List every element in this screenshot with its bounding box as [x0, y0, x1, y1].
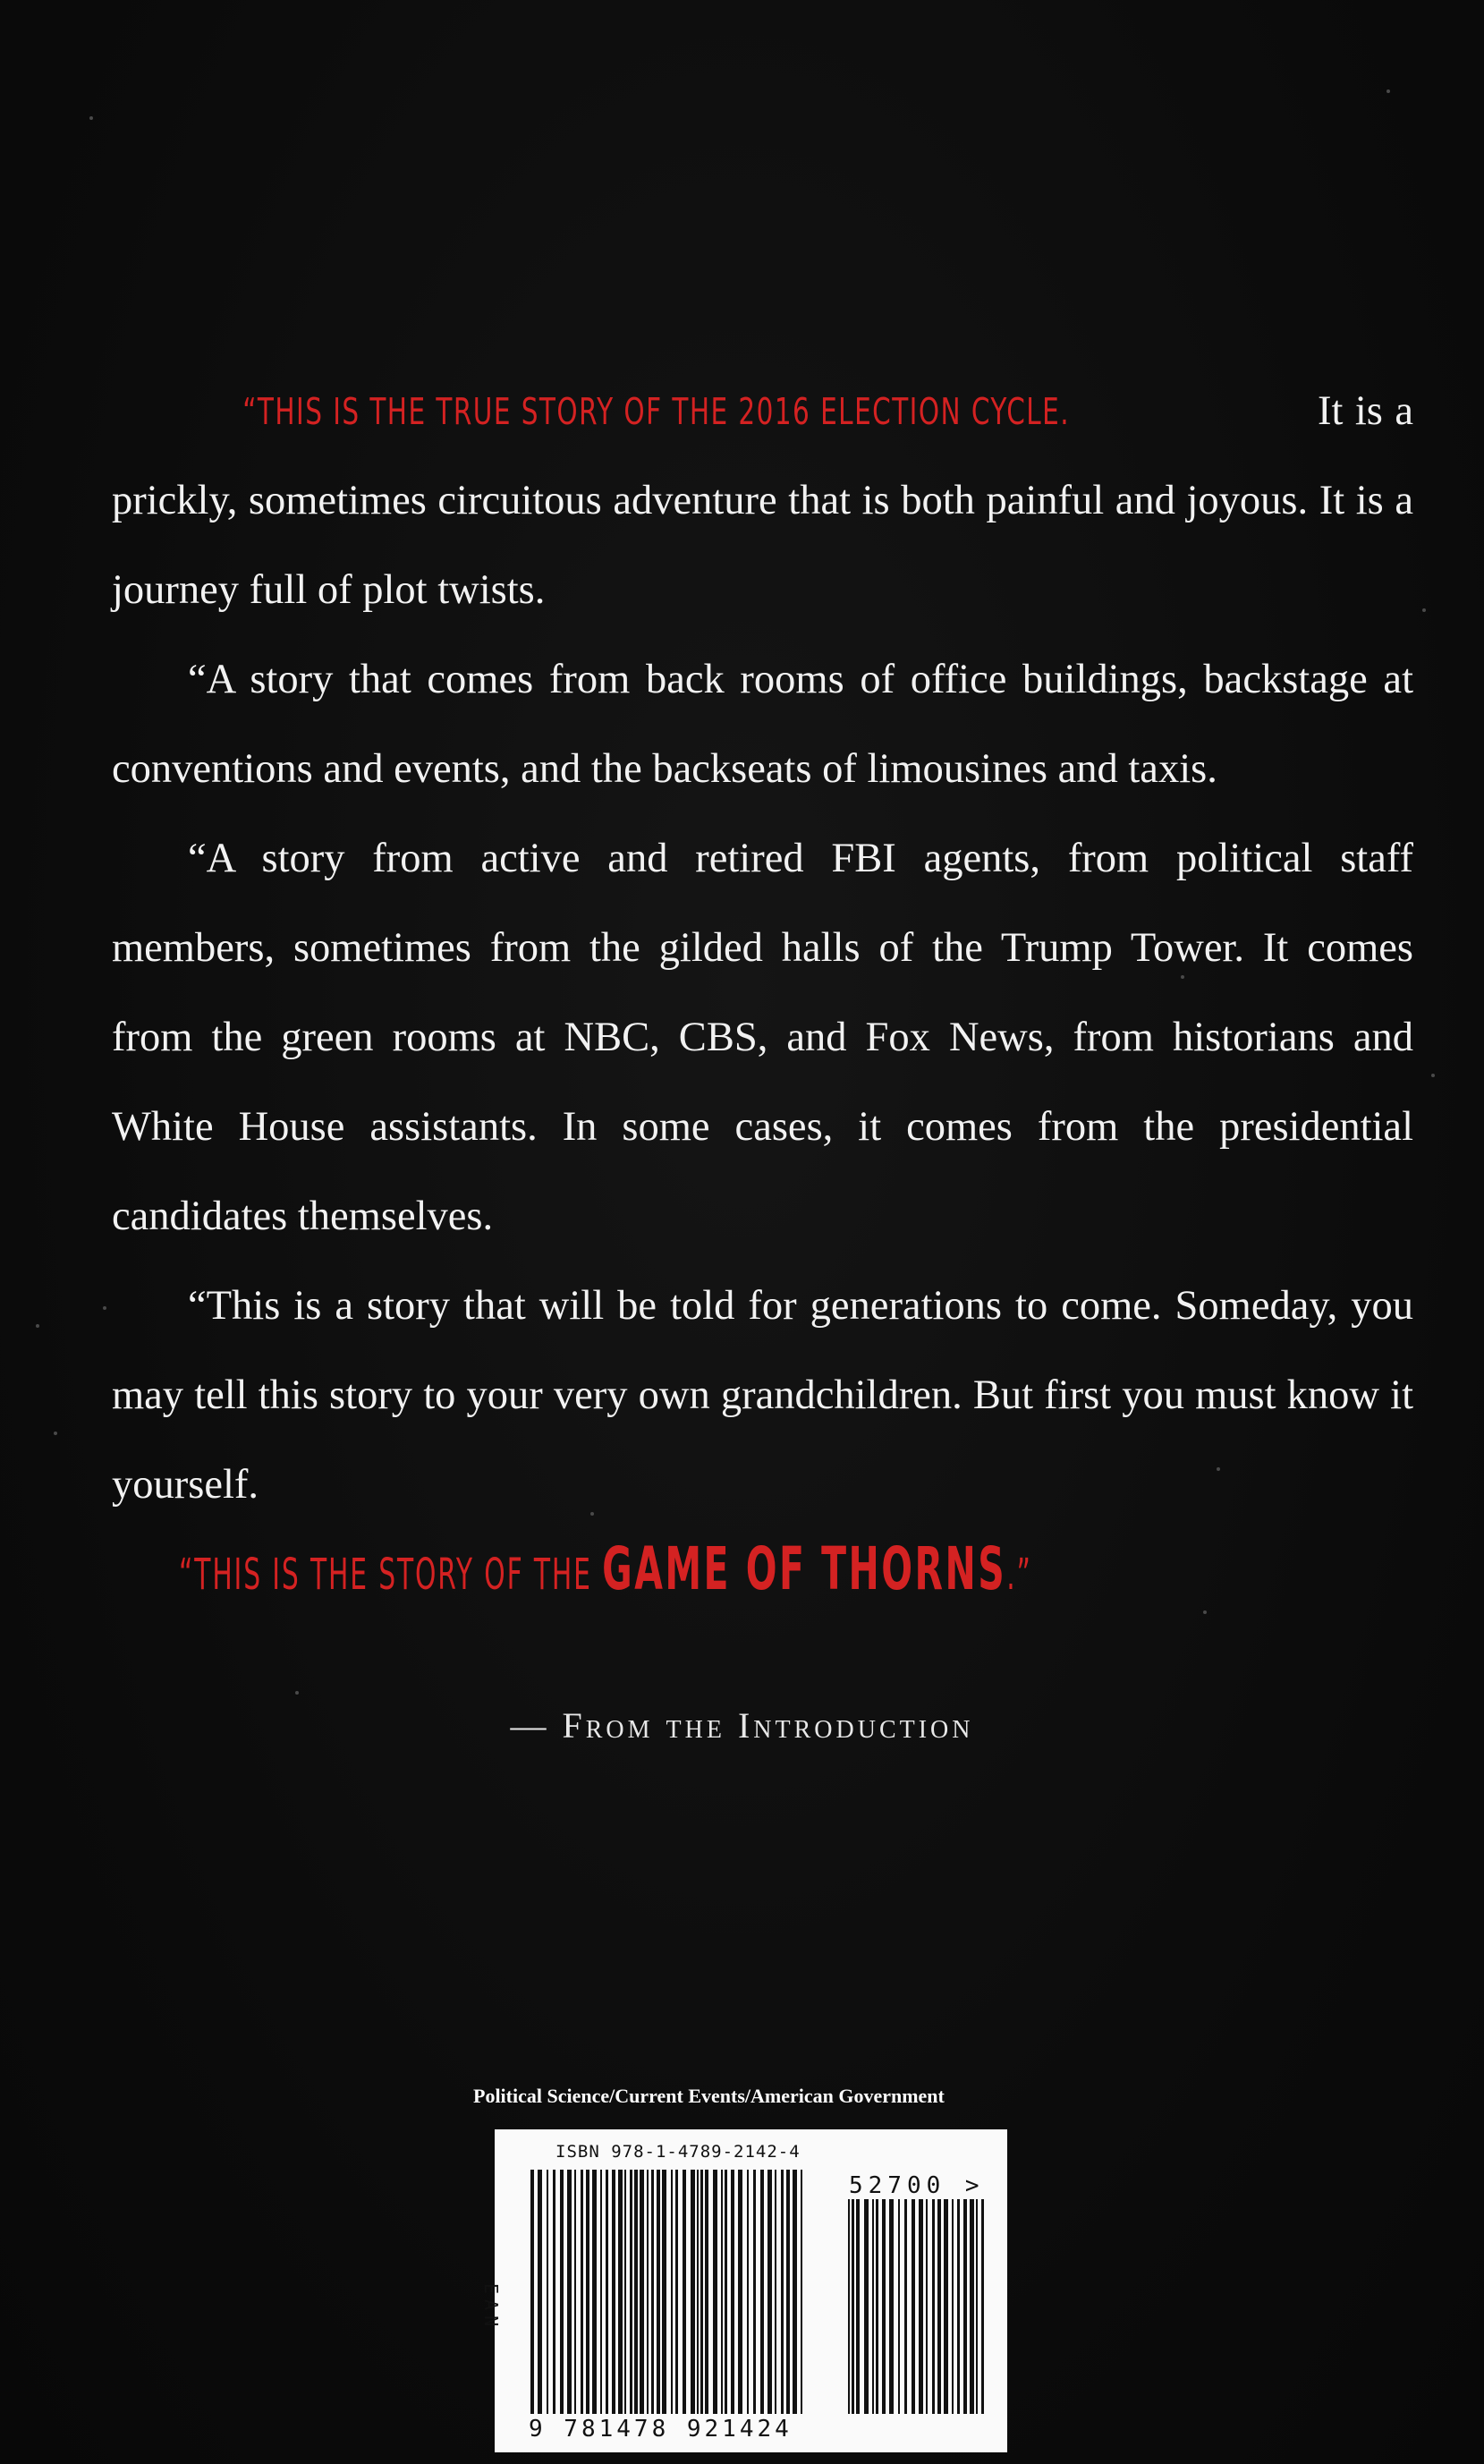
barcode-bar: [581, 2170, 583, 2414]
barcode-bar: [775, 2170, 776, 2414]
barcode-bar: [970, 2199, 974, 2414]
barcode-bar: [634, 2170, 638, 2414]
barcode-bar: [944, 2199, 948, 2414]
barcode-bar: [926, 2199, 928, 2414]
dust-speck: [295, 1691, 299, 1695]
closing-end: .”: [1006, 1550, 1032, 1600]
barcode-bar: [872, 2199, 874, 2414]
barcode-bar: [618, 2170, 623, 2414]
barcode-bar: [793, 2170, 797, 2414]
barcode-bar: [981, 2199, 984, 2414]
barcode-bar: [586, 2170, 589, 2414]
blurb-paragraph-1-rest: It is a prickly, sometimes circuitous adventure that is both painful and joyous. It is a journey full of plot twists.: [112, 388, 1413, 613]
blurb-paragraph-2: “A story that comes from back rooms of office buildings, backstage at conventions and events, and the backseats of limousines and taxis.: [112, 657, 1413, 792]
barcode-bar: [671, 2170, 673, 2414]
barcode-bar: [731, 2170, 734, 2414]
barcode-bar: [567, 2170, 572, 2414]
dust-speck: [1422, 608, 1426, 612]
barcode-bar: [919, 2199, 923, 2414]
barcode-bar: [753, 2170, 756, 2414]
attribution: — From the Introduction: [510, 1705, 974, 1746]
barcode-bar: [767, 2170, 772, 2414]
barcode-bar: [952, 2199, 954, 2414]
barcode-bar: [530, 2170, 534, 2414]
barcode-bar: [912, 2199, 915, 2414]
barcode-bar: [725, 2170, 727, 2414]
barcode-bar: [957, 2199, 960, 2414]
barcode-bar: [848, 2199, 850, 2414]
barcode-bar: [882, 2199, 886, 2414]
barcode-bar: [976, 2199, 978, 2414]
barcode-bar: [560, 2170, 564, 2414]
barcode-bar: [898, 2199, 900, 2414]
barcode-bar: [662, 2170, 666, 2414]
barcode-bar: [760, 2170, 764, 2414]
barcode-bar: [904, 2199, 907, 2414]
barcode-bar: [932, 2199, 935, 2414]
barcode-bar: [852, 2199, 854, 2414]
barcode-bar: [801, 2170, 802, 2414]
barcode-bar: [606, 2170, 608, 2414]
barcode-bar: [647, 2170, 649, 2414]
barcode-bar: [856, 2199, 860, 2414]
blurb-lead-red: “THIS IS THE TRUE STORY OF THE 2016 ELECTION CYCLE.: [242, 390, 1071, 433]
blurb-paragraph-1: [112, 367, 1413, 635]
dust-speck: [36, 1324, 39, 1328]
barcode-bar: [889, 2199, 894, 2414]
barcode-bar: [963, 2199, 967, 2414]
barcode-bar: [683, 2170, 686, 2414]
category-line: Political Science/Current Events/American Government: [473, 2085, 945, 2107]
barcode-bar: [640, 2170, 644, 2414]
barcode-bar: [697, 2170, 699, 2414]
barcode-bar: [713, 2170, 717, 2414]
barcode-bar: [781, 2170, 784, 2414]
blurb-paragraph-4: “This is a story that will be told for generations to come. Someday, you may tell this story to your very own grandchildren. But first you must know it yourself.: [112, 1283, 1413, 1508]
barcode-bar: [864, 2199, 869, 2414]
isbn-label: ISBN 978-1-4789-2142-4: [555, 2142, 801, 2162]
barcode-bar: [553, 2170, 555, 2414]
barcode-bar: [937, 2199, 941, 2414]
barcode-bar: [574, 2170, 576, 2414]
ean-label: EAN: [480, 2283, 502, 2332]
barcode-bar: [600, 2170, 602, 2414]
barcode-bar: [700, 2170, 703, 2414]
barcode-bar: [651, 2170, 654, 2414]
blurb-text: [112, 367, 1413, 1530]
dust-speck: [89, 116, 93, 120]
closing-title: GAME OF THORNS: [602, 1534, 1007, 1603]
barcode-bar: [786, 2170, 790, 2414]
barcode-bar: [691, 2170, 695, 2414]
barcode-bar: [747, 2170, 749, 2414]
closing-tagline: [179, 1534, 1032, 1603]
barcode-bar: [705, 2170, 708, 2414]
barcode-digits: 9 781478 921424: [529, 2416, 793, 2443]
barcode-bar: [538, 2170, 542, 2414]
dust-speck: [54, 1432, 57, 1435]
closing-lead: “THIS IS THE STORY OF THE: [179, 1550, 603, 1600]
barcode-bar: [630, 2170, 632, 2414]
barcode-bar: [738, 2170, 742, 2414]
dust-speck: [103, 1306, 106, 1310]
barcode: [480, 2129, 1007, 2452]
dust-speck: [1386, 89, 1390, 93]
barcode-bar: [657, 2170, 660, 2414]
barcode-bar: [675, 2170, 678, 2414]
barcode-bar: [876, 2199, 878, 2414]
dust-speck: [1431, 1074, 1435, 1077]
dust-speck: [1203, 1610, 1207, 1614]
barcode-bar: [547, 2170, 548, 2414]
barcode-bar: [592, 2170, 597, 2414]
barcode-bar: [721, 2170, 723, 2414]
blurb-paragraph-3: “A story from active and retired FBI agents, from political staff members, sometimes from the gilded halls of the Trump Tower. It comes from the green rooms at NBC, CBS, and Fox News, from historians and White House assistants. In some cases, it comes from the presidential candidates themselves.: [112, 836, 1413, 1239]
barcode-bar: [612, 2170, 615, 2414]
barcode-bar: [624, 2170, 626, 2414]
price-code: 52700 >: [849, 2172, 985, 2199]
